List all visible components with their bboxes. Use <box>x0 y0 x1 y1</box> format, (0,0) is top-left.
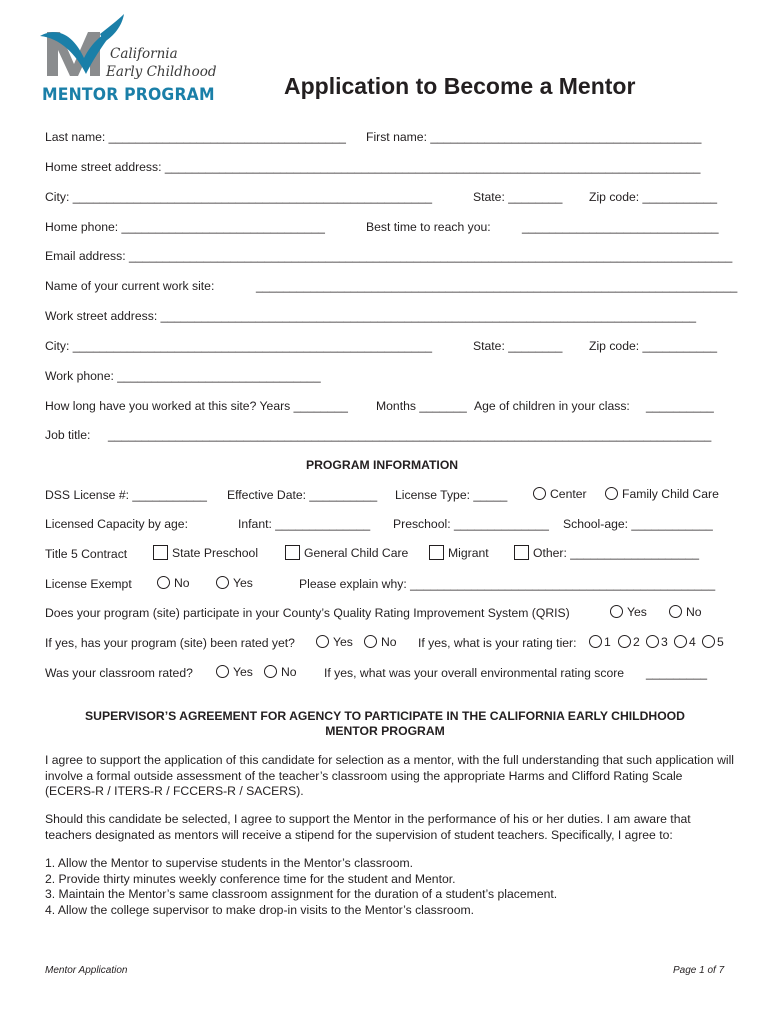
tier-3-label: 3 <box>661 635 668 649</box>
infant-field[interactable]: Infant: ______________ <box>238 517 371 531</box>
footer-left: Mentor Application <box>45 965 128 976</box>
page-number: Page 1 of 7 <box>673 965 725 976</box>
years-field[interactable]: How long have you worked at this site? Years ________ <box>45 399 348 413</box>
agreement-item-1: 1. Allow the Mentor to supervise students in the Mentor’s classroom. <box>45 856 414 870</box>
center-label: Center <box>550 487 587 501</box>
no-label: No <box>381 635 397 649</box>
migrant-label: Migrant <box>448 546 489 560</box>
age-children-field[interactable]: __________ <box>646 399 714 413</box>
agreement-paragraph-2: Should this candidate be selected, I agree to support the Mentor in the performance of his or her duties. I am aware that teachers designated as mentors will receive a stipend for the supervision of student teachers. Specifically, I agree to: <box>45 812 691 842</box>
rating-tier-label: If yes, what is your rating tier: <box>418 636 577 650</box>
radio-circle-icon <box>216 665 229 678</box>
state-preschool-checkbox[interactable] <box>153 545 258 560</box>
env-score-label: If yes, what was your overall environmental rating score <box>324 666 625 680</box>
classroom-yes-radio[interactable] <box>216 665 253 679</box>
radio-circle-icon <box>157 576 170 589</box>
classroom-no-radio[interactable] <box>264 665 297 679</box>
work-site-label: Name of your current work site: <box>45 279 215 293</box>
checkbox-icon <box>153 545 168 560</box>
tier-1-label: 1 <box>604 635 611 649</box>
age-children-label: Age of children in your class: <box>474 399 630 413</box>
general-child-care-label: General Child Care <box>304 546 409 560</box>
work-site-field[interactable]: _______________________________________________________________________ <box>256 279 738 293</box>
no-label: No <box>281 665 297 679</box>
license-exempt-no-radio[interactable] <box>157 576 190 590</box>
qris-question: Does your program (site) participate in your County’s Quality Rating Improvement System (QRIS) <box>45 606 570 620</box>
preschool-field[interactable]: Preschool: ______________ <box>393 517 549 531</box>
work-state-field[interactable]: State: ________ <box>473 339 563 353</box>
work-address-field[interactable]: Work street address: _______________________________________________________________________________ <box>45 309 697 323</box>
home-address-field[interactable]: Home street address: _______________________________________________________________________________ <box>45 160 701 174</box>
tier-3-radio[interactable] <box>646 635 668 649</box>
explain-why-field[interactable]: Please explain why: _____________________________________________ <box>299 577 716 591</box>
radio-circle-icon <box>533 487 546 500</box>
last-name-field[interactable]: Last name: ___________________________________ <box>45 130 346 144</box>
work-city-field[interactable]: City: _____________________________________________________ <box>45 339 433 353</box>
months-field[interactable]: Months _______ <box>376 399 467 413</box>
agreement-heading-line-1: SUPERVISOR’S AGREEMENT FOR AGENCY TO PARTICIPATE IN THE CALIFORNIA EARLY CHILDHOOD <box>85 709 685 723</box>
radio-circle-icon <box>702 635 715 648</box>
yes-label: Yes <box>627 605 647 619</box>
agreement-heading-line-2: MENTOR PROGRAM <box>325 724 445 738</box>
rated-no-radio[interactable] <box>364 635 397 649</box>
tier-4-label: 4 <box>689 635 696 649</box>
best-time-field[interactable]: _____________________________ <box>522 220 719 234</box>
state-preschool-label: State Preschool <box>172 546 259 560</box>
license-exempt-label: License Exempt <box>45 577 132 591</box>
radio-circle-icon <box>618 635 631 648</box>
dss-license-field[interactable]: DSS License #: ___________ <box>45 488 207 502</box>
page-title: Application to Become a Mentor <box>284 73 636 99</box>
program-logo <box>38 14 223 106</box>
license-exempt-yes-radio[interactable] <box>216 576 253 590</box>
family-child-care-radio[interactable] <box>605 487 719 501</box>
yes-label: Yes <box>333 635 353 649</box>
qris-no-radio[interactable] <box>669 605 702 619</box>
agreement-item-2: 2. Provide thirty minutes weekly conference time for the student and Mentor. <box>45 872 456 886</box>
licensed-capacity-label: Licensed Capacity by age: <box>45 517 188 531</box>
center-radio[interactable] <box>533 487 587 501</box>
zip-field[interactable]: Zip code: ___________ <box>589 190 718 204</box>
logo-line-3: MENTOR PROGRAM <box>42 85 215 105</box>
tier-2-radio[interactable] <box>618 635 640 649</box>
best-time-label: Best time to reach you: <box>366 220 491 234</box>
job-title-field[interactable]: _________________________________________________________________________________________ <box>108 428 712 442</box>
radio-circle-icon <box>216 576 229 589</box>
other-checkbox[interactable] <box>514 545 699 560</box>
agreement-item-3: 3. Maintain the Mentor’s same classroom assignment for the duration of a student’s placement. <box>45 887 558 901</box>
tier-5-radio[interactable] <box>702 635 724 649</box>
other-field: Other: ___________________ <box>533 546 700 560</box>
radio-circle-icon <box>605 487 618 500</box>
first-name-field[interactable]: First name: ________________________________________ <box>366 130 702 144</box>
yes-label: Yes <box>233 576 253 590</box>
radio-circle-icon <box>674 635 687 648</box>
work-phone-field[interactable]: Work phone: ______________________________ <box>45 369 321 383</box>
home-phone-field[interactable]: Home phone: ______________________________ <box>45 220 325 234</box>
logo-line-1: California <box>110 46 178 62</box>
effective-date-field[interactable]: Effective Date: __________ <box>227 488 378 502</box>
qris-yes-radio[interactable] <box>610 605 647 619</box>
migrant-checkbox[interactable] <box>429 545 489 560</box>
radio-circle-icon <box>646 635 659 648</box>
rated-question: If yes, has your program (site) been rated yet? <box>45 636 295 650</box>
checkbox-icon <box>429 545 444 560</box>
tier-1-radio[interactable] <box>589 635 611 649</box>
city-field[interactable]: City: _____________________________________________________ <box>45 190 433 204</box>
no-label: No <box>174 576 190 590</box>
env-score-field[interactable]: _________ <box>646 666 708 680</box>
tier-5-label: 5 <box>717 635 724 649</box>
general-child-care-checkbox[interactable] <box>285 545 408 560</box>
agreement-paragraph-1: I agree to support the application of this candidate for selection as a mentor, with the full understanding that such application will involve a formal outside assessment of the teacher’s classroom using the appropriate Harms and Clifford Rating Scale (ECERS-R / ITERS-R / FCCERS-R / SACERS). <box>45 753 735 798</box>
checkbox-icon <box>285 545 300 560</box>
rated-yes-radio[interactable] <box>316 635 353 649</box>
radio-circle-icon <box>589 635 602 648</box>
radio-circle-icon <box>610 605 623 618</box>
radio-circle-icon <box>264 665 277 678</box>
radio-circle-icon <box>364 635 377 648</box>
agreement-item-4: 4. Allow the college supervisor to make drop-in visits to the Mentor’s classroom. <box>45 903 475 917</box>
work-zip-field[interactable]: Zip code: ___________ <box>589 339 718 353</box>
radio-circle-icon <box>316 635 329 648</box>
license-type-field[interactable]: License Type: _____ <box>395 488 508 502</box>
no-label: No <box>686 605 702 619</box>
classroom-rated-question: Was your classroom rated? <box>45 666 193 680</box>
checkbox-icon <box>514 545 529 560</box>
tier-2-label: 2 <box>633 635 640 649</box>
tier-4-radio[interactable] <box>674 635 696 649</box>
school-age-field[interactable]: School-age: ____________ <box>563 517 713 531</box>
logo-line-2: Early Childhood <box>106 64 217 80</box>
yes-label: Yes <box>233 665 253 679</box>
radio-circle-icon <box>669 605 682 618</box>
state-field[interactable]: State: ________ <box>473 190 563 204</box>
title5-label: Title 5 Contract <box>45 547 128 561</box>
job-title-label: Job title: <box>45 428 91 442</box>
program-info-heading: PROGRAM INFORMATION <box>306 458 459 472</box>
email-field[interactable]: Email address: _________________________________________________________________________________________ <box>45 249 733 263</box>
family-child-care-label: Family Child Care <box>622 487 719 501</box>
